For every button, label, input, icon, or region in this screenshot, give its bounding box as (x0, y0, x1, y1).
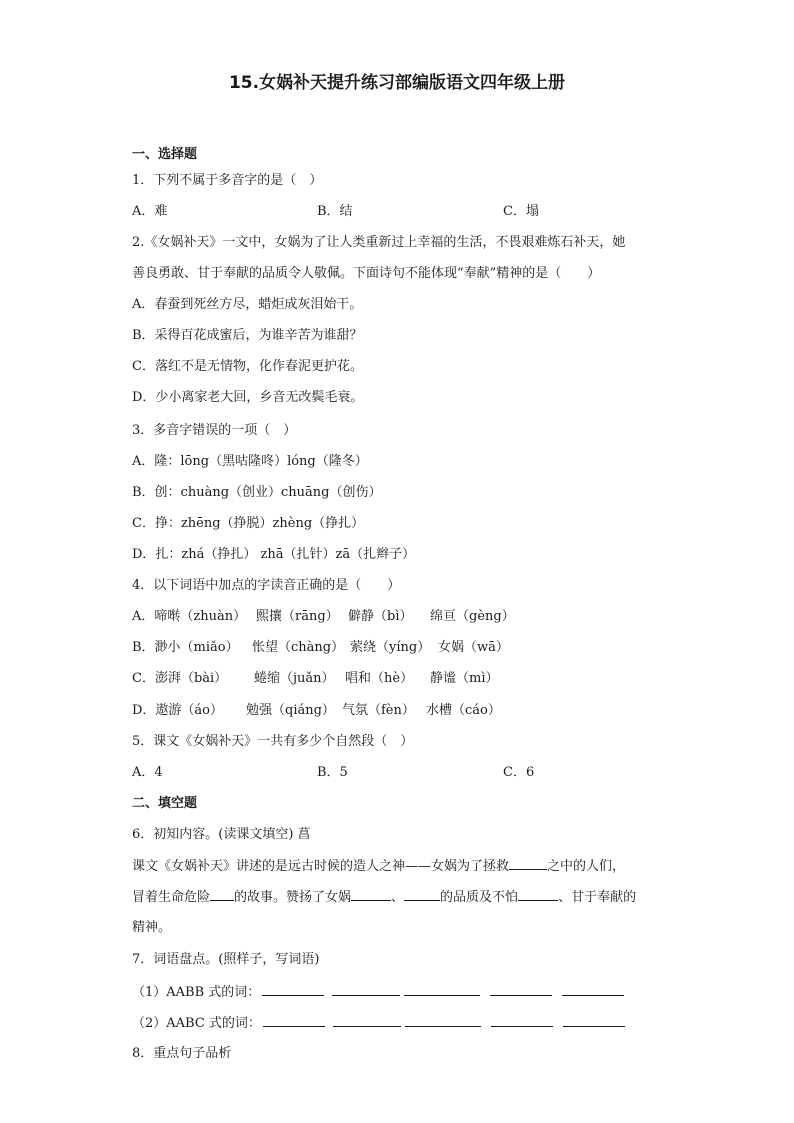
question-6-stem: 6．初知内容。(读课文填空) 菖 (132, 827, 311, 842)
question-4-c-word-1: C．澎湃（bài） (132, 671, 228, 686)
answer-blank[interactable] (405, 1014, 481, 1027)
question-2-stem-line-2: 善良勇敢、甘于奉献的品质令人敬佩。下面诗句不能体现“奉献”精神的是（ ） (132, 266, 601, 281)
question-4-d-word-1: D．遨游（áo） (132, 703, 224, 718)
question-6-text-1a: 课文《女娲补天》讲述的是远古时候的造人之神——女娲为了拯救 (132, 859, 510, 874)
question-3-option-d: D．扎：zhá（挣扎） zhā（扎针）zā（扎辫子） (132, 547, 416, 562)
answer-blank[interactable] (490, 983, 552, 996)
question-4-b-word-1: B．渺小（miǎo） (132, 640, 239, 655)
question-1-option-b: B．结 (317, 204, 353, 219)
section-heading-fill: 二、填空题 (132, 796, 198, 811)
question-4-b-word-2: 怅望（chàng） (252, 640, 345, 655)
answer-blank[interactable] (491, 1014, 553, 1027)
answer-blank[interactable] (509, 857, 547, 870)
question-4-a-word-2: 熙攘（rāng） (256, 609, 339, 624)
question-4-a-word-4: 绵亘（gèng） (430, 609, 515, 624)
answer-blank[interactable] (562, 983, 624, 996)
question-4-b-word-3: 萦绕（yíng） (350, 640, 431, 655)
question-3-stem: 3．多音字错误的一项（ ） (132, 423, 297, 438)
answer-blank[interactable] (210, 888, 234, 901)
question-6-line-2 (132, 888, 636, 907)
question-6-line-1 (132, 857, 625, 876)
answer-blank[interactable] (262, 983, 324, 996)
question-4-a-word-3: 僻静（bì） (348, 609, 413, 624)
question-7-part-1 (132, 983, 624, 1002)
question-4-c-word-3: 唱和（hè） (345, 671, 414, 686)
page-title: 15.女娲补天提升练习部编版语文四年级上册 (228, 73, 566, 93)
question-4-d-word-2: 勉强（qiáng） (246, 703, 335, 718)
question-2-option-b: B．采得百花成蜜后，为谁辛苦为谁甜？ (132, 328, 363, 343)
answer-blank[interactable] (263, 1014, 325, 1027)
answer-blank[interactable] (332, 983, 400, 996)
answer-blank[interactable] (518, 888, 558, 901)
answer-blank[interactable] (333, 1014, 401, 1027)
question-1-option-a: A．难 (132, 204, 168, 219)
question-6-text-1b: 之中的人们， (547, 859, 626, 874)
question-5-option-a: A．4 (132, 765, 163, 780)
question-1-option-c: C．塌 (503, 204, 539, 219)
question-8-stem: 8．重点句子品析 (132, 1046, 232, 1061)
question-2-option-a: A．春蚕到死丝方尽，蜡炬成灰泪始干。 (132, 297, 363, 312)
question-2-option-d: D．少小离家老大回，乡音无改鬓毛衰。 (132, 390, 364, 405)
question-5-option-c: C．6 (503, 765, 535, 780)
question-6-text-2d: 的品质及不怕 (440, 890, 519, 905)
question-3-option-b: B．创：chuàng（创业）chuāng（创伤） (132, 485, 382, 500)
question-3-option-c: C．挣：zhēng（挣脱）zhèng（挣扎） (132, 516, 365, 531)
question-5-stem: 5．课文《女娲补天》一共有多少个自然段（ ） (132, 734, 414, 749)
question-7-part-1-label: （1）AABB 式的词： (132, 985, 261, 1000)
question-2-stem-line-1: 2.《女娲补天》一文中，女娲为了让人类重新过上幸福的生活，不畏艰难炼石补天，她 (132, 235, 626, 250)
question-4-d-word-4: 水槽（cáo） (426, 703, 501, 718)
question-6-text-2c: 、 (391, 890, 405, 905)
question-4-c-word-2: 蜷缩（juǎn） (254, 671, 335, 686)
question-4-a-word-1: A．啼啭（zhuàn） (132, 609, 247, 624)
question-7-part-2-label: （2）AABC 式的词： (132, 1016, 261, 1031)
answer-blank[interactable] (563, 1014, 625, 1027)
question-6-text-2a: 冒着生命危险 (132, 890, 211, 905)
answer-blank[interactable] (351, 888, 391, 901)
question-4-c-word-4: 静谧（mì） (430, 671, 499, 686)
question-5-option-b: B．5 (317, 765, 348, 780)
question-7-part-2 (132, 1014, 625, 1033)
question-7-stem: 7．词语盘点。(照样子，写词语) (132, 952, 320, 967)
question-4-stem: 4．以下词语中加点的字读音正确的是（ ） (132, 578, 401, 593)
answer-blank[interactable] (404, 888, 440, 901)
section-heading-choice: 一、选择题 (132, 147, 198, 162)
question-6-text-2b: 的故事。赞扬了女娲 (234, 890, 352, 905)
question-6-text-2e: 、甘于奉献的 (558, 890, 637, 905)
question-6-line-3: 精神。 (132, 920, 172, 935)
question-4-b-word-4: 女娲（wā） (438, 640, 509, 655)
question-4-d-word-3: 气氛（fèn） (342, 703, 415, 718)
question-2-option-c: C．落红不是无情物，化作春泥更护花。 (132, 359, 363, 374)
question-1-stem: 1．下列不属于多音字的是（ ） (132, 173, 323, 188)
question-3-option-a: A．隆：lōng（黑咕隆咚）lóng（隆冬） (132, 454, 368, 469)
answer-blank[interactable] (404, 983, 480, 996)
